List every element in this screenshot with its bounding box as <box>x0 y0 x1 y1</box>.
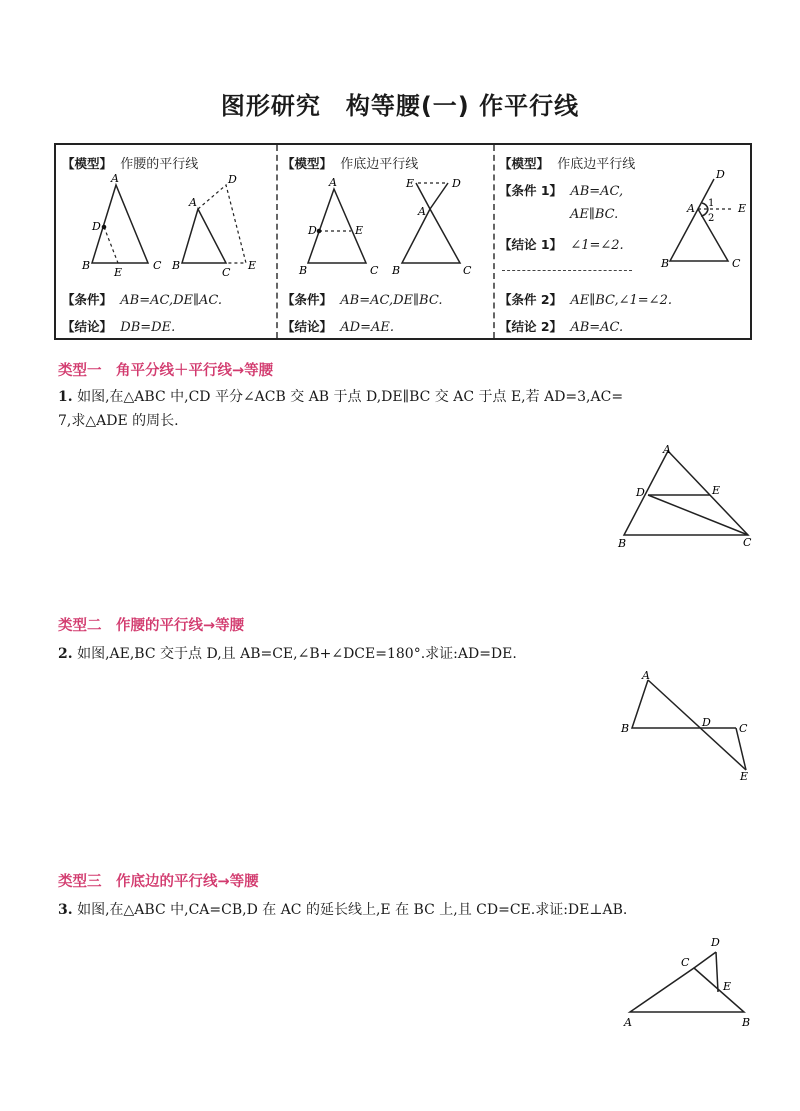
model-3-conclusion-2: 【结论 2】 AB=AC. <box>499 319 624 335</box>
model-3-condition-1-line-2: AE∥BC. <box>570 207 619 222</box>
label-d: D <box>92 220 101 233</box>
model-name: 作腰的平行线 <box>120 157 199 172</box>
problem-2 <box>58 642 753 666</box>
model-2-figures <box>278 169 492 281</box>
label-c: C <box>153 259 162 272</box>
column-divider <box>493 145 495 338</box>
model-1-figures <box>56 169 274 281</box>
label-e: E <box>740 770 749 782</box>
model-3-condition-1: 【条件 1】 AB=AC, <box>499 183 624 199</box>
model-2-condition: 【条件】 AB=AC,DE∥BC. <box>282 292 443 308</box>
label-b: B <box>661 257 670 270</box>
problem-1 <box>58 385 753 433</box>
triangle-abc <box>670 209 728 261</box>
label-a: A <box>418 205 426 218</box>
model-3-header: 【模型】 作底边平行线 <box>499 156 636 172</box>
label-angle-1: 1 <box>708 198 715 209</box>
label-a: A <box>111 172 119 185</box>
label-d: D <box>716 168 725 181</box>
label-e: E <box>114 266 123 279</box>
label-e: E <box>712 484 721 497</box>
label-a: A <box>624 1016 632 1029</box>
model-1-condition: 【条件】 AB=AC,DE∥AC. <box>62 292 223 308</box>
label-b: B <box>742 1016 751 1029</box>
model-2-conclusion: 【结论】 AD=AE. <box>282 319 394 335</box>
label-c: C <box>222 266 231 279</box>
segment-dc <box>648 495 748 535</box>
label-c: C <box>732 257 741 270</box>
label-e: E <box>406 177 415 190</box>
label-e: E <box>738 202 747 215</box>
section-heading-1: 类型一 角平分线＋平行线→等腰 <box>58 363 274 379</box>
label-angle-2: 2 <box>708 213 715 224</box>
problem-3-figure <box>616 930 762 1030</box>
separator-dotted <box>502 270 632 271</box>
problem-1-line-2: 7,求△ADE 的周长. <box>58 413 179 429</box>
label-c: C <box>370 264 379 277</box>
section-heading-3: 类型三 作底边的平行线→等腰 <box>58 874 259 890</box>
segment-cd <box>694 952 716 968</box>
section-heading-2: 类型二 作腰的平行线→等腰 <box>58 618 245 634</box>
label-d: D <box>228 173 237 186</box>
label-b: B <box>392 264 401 277</box>
label-d: D <box>711 936 720 949</box>
triangle-abc-2 <box>402 209 460 263</box>
segment-ae <box>648 680 746 770</box>
label-c: C <box>681 956 690 969</box>
label-d: D <box>452 177 461 190</box>
label-d: D <box>702 716 711 729</box>
label-a: A <box>189 196 197 209</box>
point-d <box>102 225 107 230</box>
label-e: E <box>355 224 364 237</box>
label-b: B <box>82 259 91 272</box>
segments-ab-bc <box>632 680 736 728</box>
label-b: B <box>299 264 308 277</box>
label-a: A <box>687 202 695 215</box>
label-a: A <box>663 445 671 456</box>
label-d: D <box>308 224 317 237</box>
triangle-abc-2 <box>182 209 226 263</box>
label-c: C <box>463 264 472 277</box>
model-tag: 【模型】 <box>62 156 113 171</box>
model-2-header: 【模型】 作底边平行线 <box>282 156 419 172</box>
line-de-dashed <box>104 227 118 263</box>
label-c: C <box>739 722 748 735</box>
model-3-conclusion-1: 【结论 1】 ∠1=∠2. <box>499 237 624 253</box>
page-title: 图形研究 构等腰(一) 作平行线 <box>220 92 580 120</box>
label-a: A <box>642 670 650 682</box>
problem-1-figure <box>612 445 762 553</box>
label-e: E <box>248 259 257 272</box>
problem-3 <box>58 898 753 922</box>
model-3-condition-2: 【条件 2】 AE∥BC,∠1=∠2. <box>499 292 672 308</box>
problem-3-line-1: 3. 如图,在△ABC 中,CA=CB,D 在 AC 的延长线上,E 在 BC 上,且 CD=CE.求证:DE⊥AB. <box>58 902 628 918</box>
problem-1-line-1: 1. 如图,在△ABC 中,CD 平分∠ACB 交 AB 于点 D,DE∥BC 交 AC 于点 E,若 AD=3,AC= <box>58 389 624 405</box>
segment-de <box>716 952 718 992</box>
problem-2-figure <box>618 670 758 782</box>
label-b: B <box>621 722 630 735</box>
point-d <box>317 229 322 234</box>
model-1-conclusion: 【结论】 DB=DE. <box>62 319 176 335</box>
label-b: B <box>618 537 627 550</box>
problem-2-line-1: 2. 如图,AE,BC 交于点 D,且 AB=CE,∠B+∠DCE=180°.求证:AD=DE. <box>58 646 517 662</box>
label-b: B <box>172 259 181 272</box>
label-d: D <box>636 486 645 499</box>
label-c: C <box>743 536 752 549</box>
label-e: E <box>723 980 732 993</box>
label-a: A <box>329 176 337 189</box>
model-summary-box <box>54 143 752 340</box>
model-3-figure <box>648 167 752 277</box>
